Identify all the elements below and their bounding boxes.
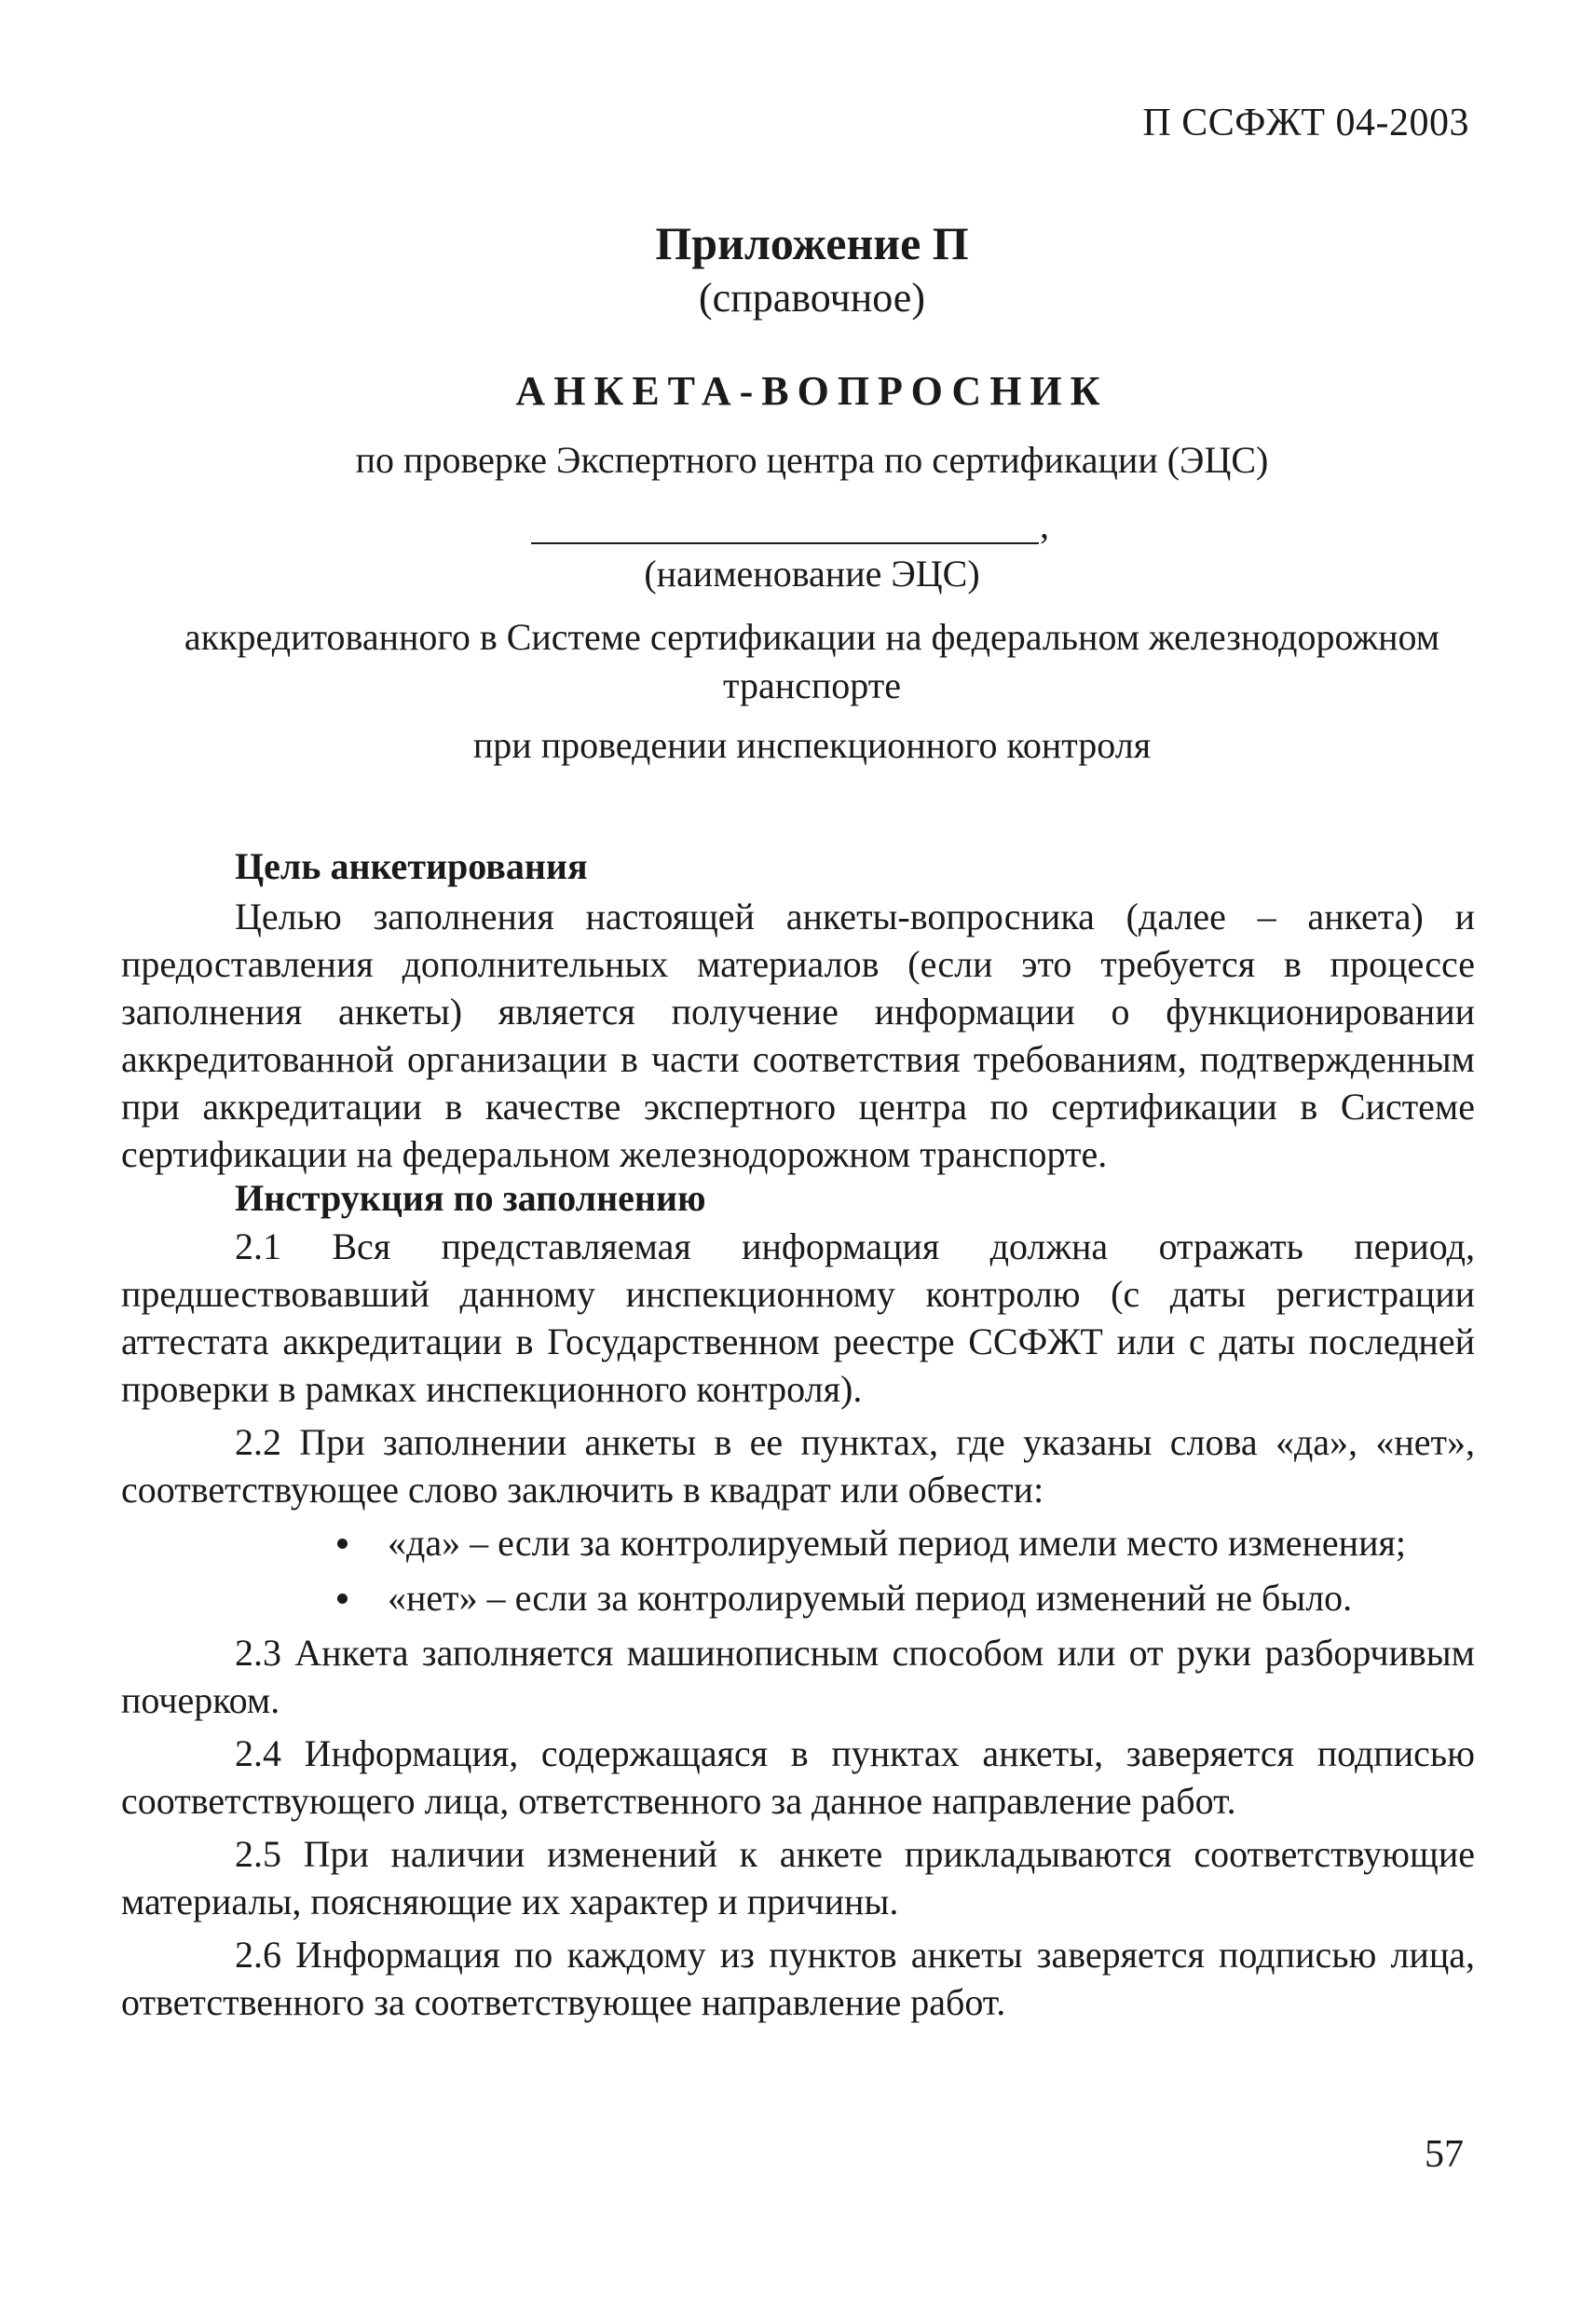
accreditation-line-2: транспорте bbox=[723, 664, 901, 706]
instruction-2-6: 2.6 Информация по каждому из пунктов анкеты заверяется подписью лица, ответственного за соответствующее направление работ. bbox=[121, 1934, 1475, 2023]
bullet-dot-icon bbox=[337, 1594, 348, 1604]
instruction-2-5: 2.5 При наличии изменений к анкете прикладываются соответствующие материалы, поясняющие их характер и причины. bbox=[121, 1833, 1475, 1922]
form-subject: по проверке Экспертного центра по сертификации (ЭЦС) bbox=[355, 439, 1269, 481]
blank-comma: , bbox=[1040, 504, 1049, 546]
instruction-2-3: 2.3 Анкета заполняется машинописным способом или от руки разборчивым почерком. bbox=[121, 1632, 1475, 1721]
accreditation-line-1: аккредитованного в Системе сертификации на федеральном железнодорожном bbox=[184, 616, 1440, 658]
purpose-heading: Цель анкетирования bbox=[235, 845, 588, 887]
form-title: АНКЕТА-ВОПРОСНИК bbox=[515, 368, 1109, 414]
instructions-heading: Инструкция по заполнению bbox=[235, 1177, 706, 1219]
purpose-section bbox=[121, 893, 1475, 1183]
purpose-text: Целью заполнения настоящей анкеты-вопросника (далее – анкета) и предоставления дополнительных материалов (если это требуется в процессе заполнения анкеты) является получение информации о функционировании аккредитованной организации в части соответствия требованиям, подтвержденным при аккредитации в качестве экспертного центра по сертификации в Системе сертификации на федеральном железнодорожном транспорте. bbox=[121, 896, 1475, 1175]
instructions-section bbox=[121, 1223, 1475, 2032]
bullet-text-yes: «да» – если за контролируемый период имели место изменения; bbox=[388, 1522, 1407, 1564]
bullet-dot-icon bbox=[337, 1539, 348, 1549]
bullet-text-no: «нет» – если за контролируемый период изменений не было. bbox=[388, 1577, 1353, 1619]
bullet-item-no bbox=[121, 1574, 1475, 1621]
instruction-2-1: 2.1 Вся представляемая информация должна отражать период, предшествовавший данному инспекционному контролю (с даты регистрации аттестата аккредитации в Государственном реестре ССФЖТ или с даты последней проверки в рамках инспекционного контроля). bbox=[121, 1225, 1475, 1410]
instruction-bullet-list bbox=[121, 1519, 1475, 1621]
blank-name-field bbox=[531, 511, 1039, 544]
appendix-kind: (справочное) bbox=[699, 275, 925, 321]
control-context: при проведении инспекционного контроля bbox=[472, 724, 1152, 766]
bullet-item-yes bbox=[121, 1519, 1475, 1566]
blank-caption: (наименование ЭЦС) bbox=[644, 553, 980, 595]
instruction-2-4: 2.4 Информация, содержащаяся в пунктах анкеты, заверяется подписью соответствующего лица, ответственного за данное направление работ. bbox=[121, 1732, 1475, 1822]
document-code: П ССФЖТ 04-2003 bbox=[1142, 102, 1469, 144]
instruction-2-2: 2.2 При заполнении анкеты в ее пунктах, где указаны слова «да», «нет», соответствующее слово заключить в квадрат или обвести: bbox=[121, 1421, 1475, 1511]
page-number: 57 bbox=[1425, 2133, 1464, 2176]
appendix-title: Приложение П bbox=[655, 217, 969, 269]
